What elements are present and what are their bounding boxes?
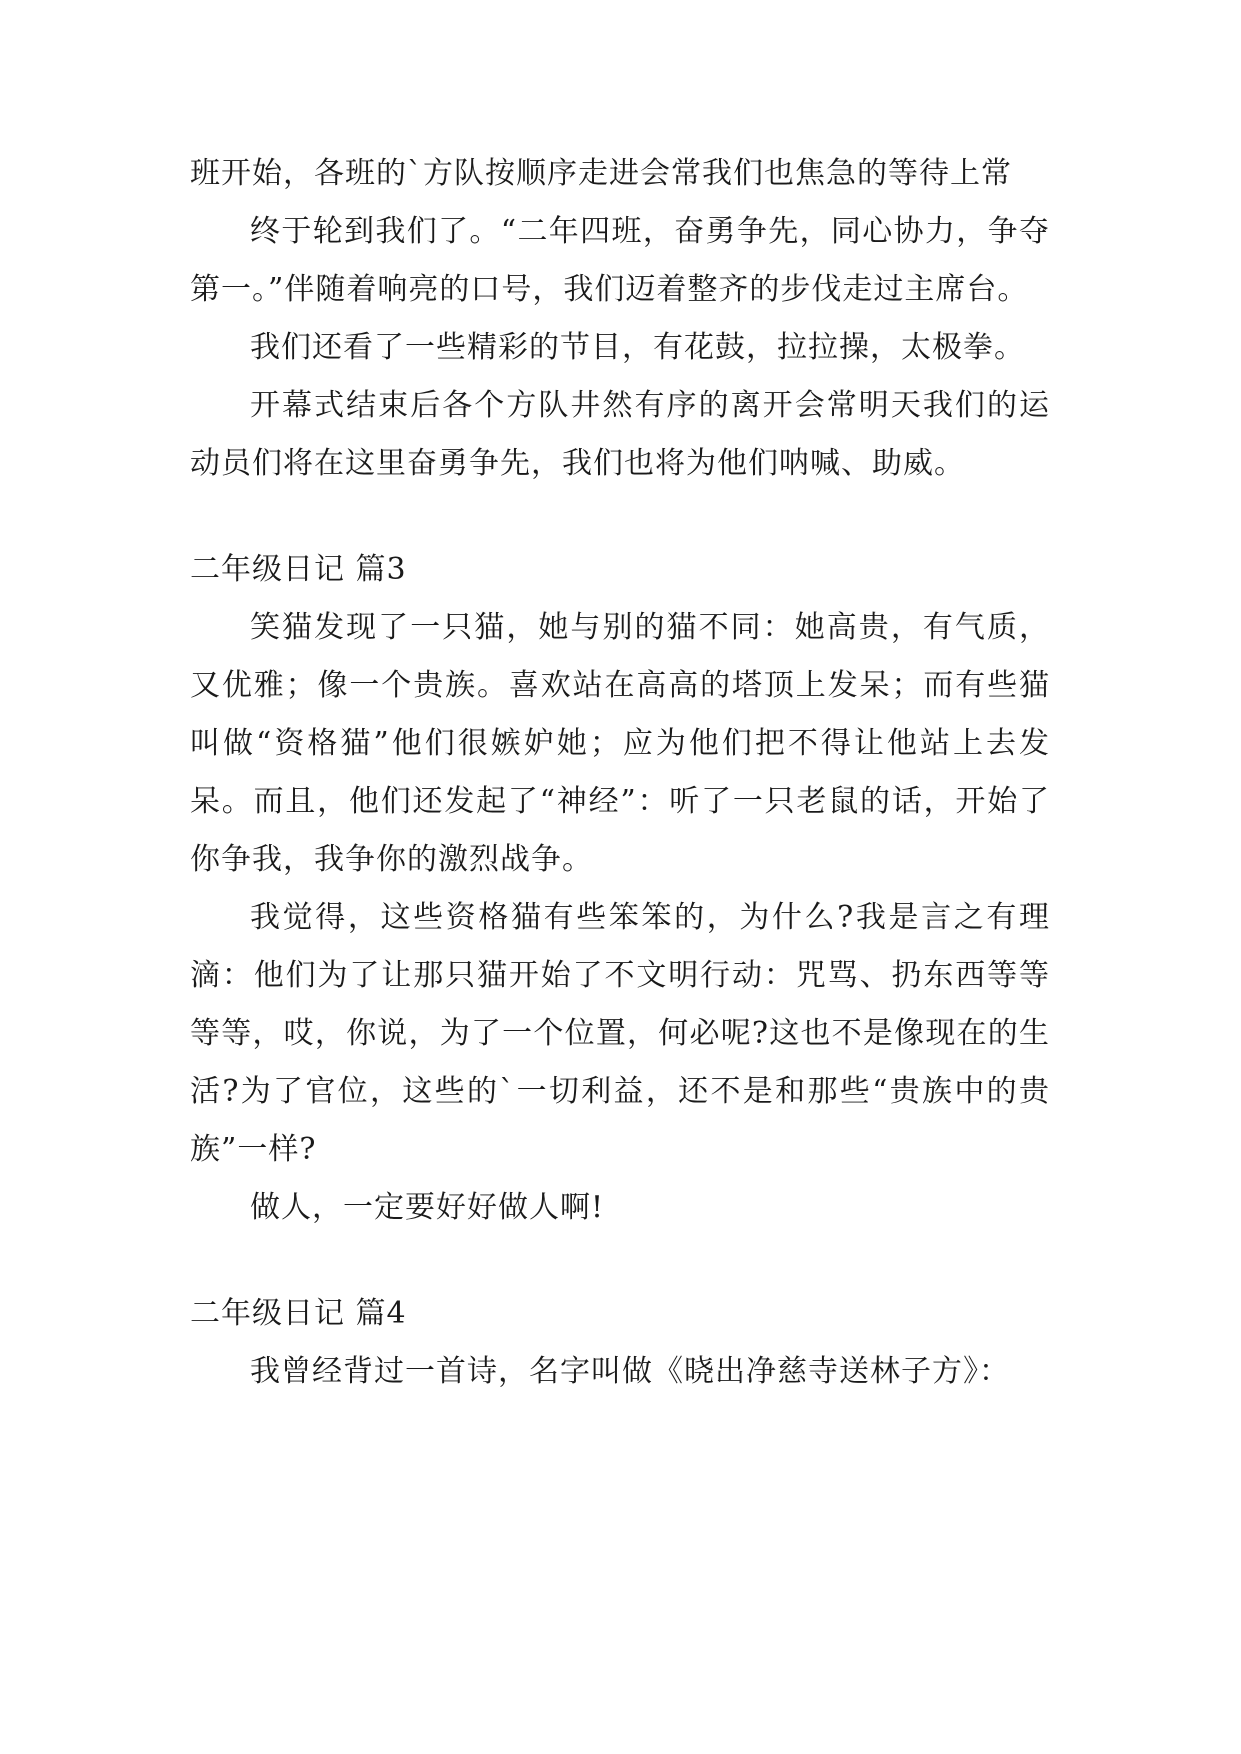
paragraph: 笑猫发现了一只猫，她与别的猫不同：她高贵，有气质，又优雅；像一个贵族。喜欢站在高高的塔顶上发呆；而有些猫叫做“资格猫”他们很嫉妒她；应为他们把不得让他站上去发呆。而且，他们还发起了“神经”：听了一只老鼠的话，开始了你争我，我争你的激烈战争。: [190, 610, 1050, 877]
paragraph: 做人，一定要好好做人啊!: [250, 1190, 605, 1225]
paragraph: 我们还看了一些精彩的节目，有花鼓，拉拉操，太极拳。: [250, 330, 1025, 365]
section-gap: [190, 1237, 1050, 1285]
paragraph: 班开始，各班的`方队按顺序走进会常我们也焦急的等待上常: [190, 156, 1012, 191]
paragraph: 我曾经背过一首诗，名字叫做《晓出净慈寺送林子方》：: [250, 1354, 1010, 1389]
section-gap: [190, 493, 1050, 541]
section-heading: 二年级日记 篇3: [190, 552, 407, 587]
paragraph: 终于轮到我们了。“二年四班，奋勇争先，同心协力，争夺第一。”伴随着响亮的口号，我们迈着整齐的步伐走过主席台。: [190, 214, 1050, 307]
paragraph: 我觉得，这些资格猫有些笨笨的，为什么?我是言之有理滴：他们为了让那只猫开始了不文明行动：咒骂、扔东西等等等等，哎，你说，为了一个位置，何必呢?这也不是像现在的生活?为了官位，这些的`一切利益，还不是和那些“贵族中的贵族”一样?: [190, 900, 1050, 1167]
paragraph: 开幕式结束后各个方队井然有序的离开会常明天我们的运动员们将在这里奋勇争先，我们也将为他们呐喊、助威。: [190, 388, 1050, 481]
document-body: [190, 145, 1050, 1401]
section-heading: 二年级日记 篇4: [190, 1296, 407, 1331]
